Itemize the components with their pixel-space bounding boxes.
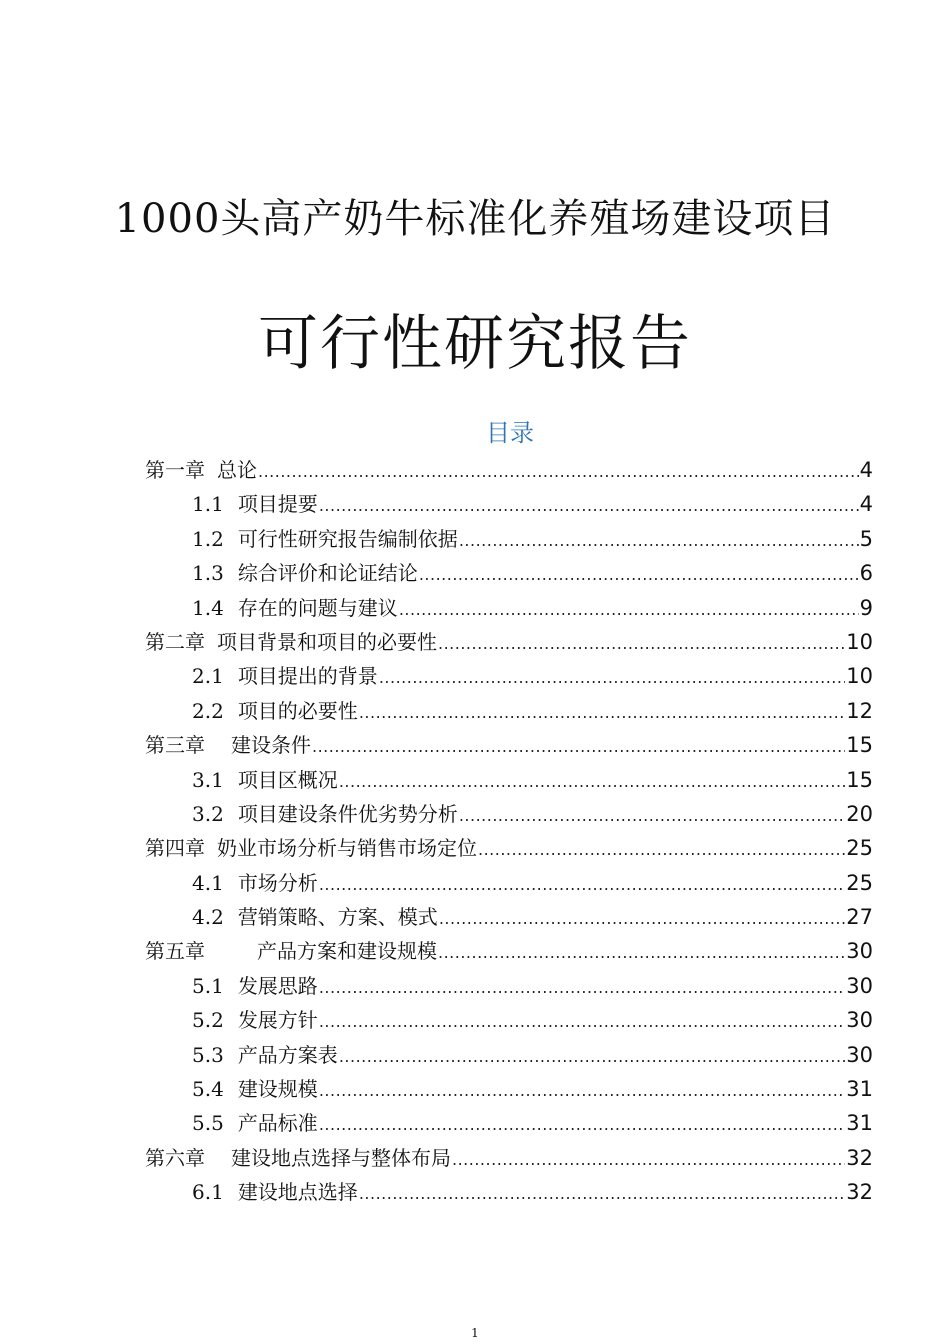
toc-entry-page: 30	[846, 973, 873, 998]
toc-entry-page: 10	[846, 629, 873, 654]
toc-entry-title: 发展方针	[237, 1008, 318, 1033]
toc-dot-leader	[379, 661, 845, 695]
toc-entry-section-2-1[interactable]	[145, 659, 873, 693]
toc-dot-leader	[452, 1143, 845, 1177]
toc-entry-page: 32	[846, 1145, 873, 1170]
document-title-line2: 可行性研究报告	[258, 309, 692, 379]
toc-entry-number: 1.2	[192, 526, 224, 551]
toc-entry-chapter-5[interactable]	[145, 934, 873, 968]
toc-dot-leader	[459, 799, 845, 833]
toc-entry-title: 项目背景和项目的必要性	[217, 629, 437, 654]
toc-entry-title: 可行性研究报告编制依据	[237, 526, 458, 551]
toc-entry-section-3-1[interactable]	[145, 763, 873, 797]
toc-dot-leader	[419, 558, 859, 592]
toc-entry-page: 30	[846, 939, 873, 964]
toc-entry-title: 存在的问题与建议	[237, 595, 398, 620]
toc-entry-section-2-2[interactable]	[145, 694, 873, 728]
toc-entry-chapter-4[interactable]	[145, 831, 873, 865]
toc-entry-title: 建设地点选择与整体布局	[231, 1145, 451, 1170]
toc-entry-section-5-2[interactable]	[145, 1003, 873, 1037]
toc-entry-section-5-4[interactable]	[145, 1072, 873, 1106]
toc-entry-chapter-6[interactable]	[145, 1141, 873, 1175]
toc-entry-section-5-1[interactable]	[145, 969, 873, 1003]
toc-entry-page: 12	[846, 698, 873, 723]
toc-entry-number: 5.1	[192, 973, 224, 998]
toc-dot-leader	[319, 489, 859, 523]
toc-dot-leader	[319, 1074, 845, 1108]
toc-entry-number: 第五章	[145, 939, 205, 964]
toc-entry-number: 1.4	[192, 595, 224, 620]
toc-entry-page: 4	[859, 492, 873, 517]
toc-entry-title: 项目提出的背景	[237, 664, 378, 689]
toc-entry-section-4-2[interactable]	[145, 900, 873, 934]
toc-dot-leader	[459, 524, 859, 558]
toc-dot-leader	[438, 627, 845, 661]
toc-entry-page: 10	[846, 664, 873, 689]
toc-entry-number: 4.1	[192, 870, 224, 895]
toc-entry-page: 6	[859, 561, 873, 586]
toc-entry-section-5-3[interactable]	[145, 1038, 873, 1072]
toc-entry-number: 第二章	[145, 629, 205, 654]
toc-entry-number: 5.5	[192, 1111, 224, 1136]
toc-entry-page: 32	[846, 1180, 873, 1205]
toc-entry-page: 5	[859, 526, 873, 551]
toc-entry-title: 总论	[217, 458, 257, 482]
toc-entry-number: 1.3	[192, 561, 224, 586]
toc-entry-section-3-2[interactable]	[145, 797, 873, 831]
toc-dot-leader	[339, 765, 845, 799]
toc-entry-page: 20	[846, 801, 873, 826]
toc-dot-leader	[258, 455, 859, 489]
toc-entry-title: 项目的必要性	[237, 698, 358, 723]
toc-entry-number: 第一章	[145, 458, 205, 482]
toc-entry-title: 发展思路	[237, 973, 318, 998]
toc-heading: 目录	[486, 419, 534, 447]
toc-entry-title: 营销策略、方案、模式	[237, 905, 438, 930]
toc-dot-leader	[478, 833, 845, 867]
toc-entry-page: 31	[846, 1111, 873, 1136]
toc-entry-title: 产品方案和建设规模	[257, 939, 437, 964]
toc-entry-number: 第六章	[145, 1145, 205, 1170]
toc-dot-leader	[312, 730, 845, 764]
toc-entry-page: 15	[846, 733, 873, 758]
toc-entry-number: 2.1	[192, 664, 224, 689]
toc-entry-title: 产品标准	[237, 1111, 318, 1136]
toc-dot-leader	[319, 971, 845, 1005]
toc-entry-section-6-1[interactable]	[145, 1175, 873, 1209]
toc-dot-leader	[319, 1108, 845, 1142]
toc-entry-number: 第三章	[145, 733, 205, 758]
toc-entry-section-1-1[interactable]	[145, 487, 873, 521]
toc-entry-page: 15	[846, 767, 873, 792]
toc-entry-title: 项目建设条件优劣势分析	[237, 801, 458, 826]
toc-entry-number: 3.2	[192, 801, 224, 826]
toc-entry-section-1-3[interactable]	[145, 556, 873, 590]
toc-entry-title: 建设条件	[231, 733, 311, 758]
document-title-line1: 1000头高产奶牛标准化养殖场建设项目	[114, 196, 836, 242]
toc-entry-page: 25	[846, 836, 873, 861]
toc-dot-leader	[319, 868, 845, 902]
toc-entry-title: 项目区概况	[237, 767, 338, 792]
toc-entry-section-1-4[interactable]	[145, 591, 873, 625]
toc-entry-number: 2.2	[192, 698, 224, 723]
page-number: 1	[471, 1326, 479, 1340]
toc-entry-number: 5.4	[192, 1077, 224, 1102]
toc-entry-page: 31	[846, 1077, 873, 1102]
toc-entry-number: 5.3	[192, 1042, 224, 1067]
toc-entry-title: 综合评价和论证结论	[237, 561, 418, 586]
toc-entry-title: 项目提要	[237, 492, 318, 517]
toc-entry-number: 5.2	[192, 1008, 224, 1033]
toc-entry-chapter-2[interactable]	[145, 625, 873, 659]
toc-entry-title: 建设规模	[237, 1077, 318, 1102]
table-of-contents	[145, 453, 873, 1210]
toc-entry-section-4-1[interactable]	[145, 866, 873, 900]
toc-entry-page: 30	[846, 1042, 873, 1067]
toc-entry-section-1-2[interactable]	[145, 522, 873, 556]
toc-dot-leader	[319, 1005, 845, 1039]
toc-dot-leader	[359, 1177, 845, 1211]
toc-entry-title: 建设地点选择	[237, 1180, 358, 1205]
toc-dot-leader	[399, 593, 859, 627]
toc-entry-title: 产品方案表	[237, 1042, 338, 1067]
toc-entry-title: 奶业市场分析与销售市场定位	[217, 836, 477, 861]
toc-dot-leader	[439, 902, 845, 936]
toc-dot-leader	[438, 936, 845, 970]
toc-entry-number: 1.1	[192, 492, 224, 517]
toc-entry-section-5-5[interactable]	[145, 1106, 873, 1140]
toc-entry-page: 9	[859, 595, 873, 620]
toc-dot-leader	[359, 696, 845, 730]
toc-entry-page: 4	[859, 458, 873, 482]
toc-entry-number: 第四章	[145, 836, 205, 861]
toc-entry-number: 4.2	[192, 905, 224, 930]
toc-dot-leader	[339, 1040, 845, 1074]
toc-entry-number: 6.1	[192, 1180, 224, 1205]
toc-entry-page: 30	[846, 1008, 873, 1033]
toc-entry-title: 市场分析	[237, 870, 318, 895]
toc-entry-number: 3.1	[192, 767, 224, 792]
toc-entry-page: 25	[846, 870, 873, 895]
toc-entry-page: 27	[846, 905, 873, 930]
toc-entry-chapter-3[interactable]	[145, 728, 873, 762]
toc-entry-chapter-1[interactable]	[145, 453, 873, 487]
